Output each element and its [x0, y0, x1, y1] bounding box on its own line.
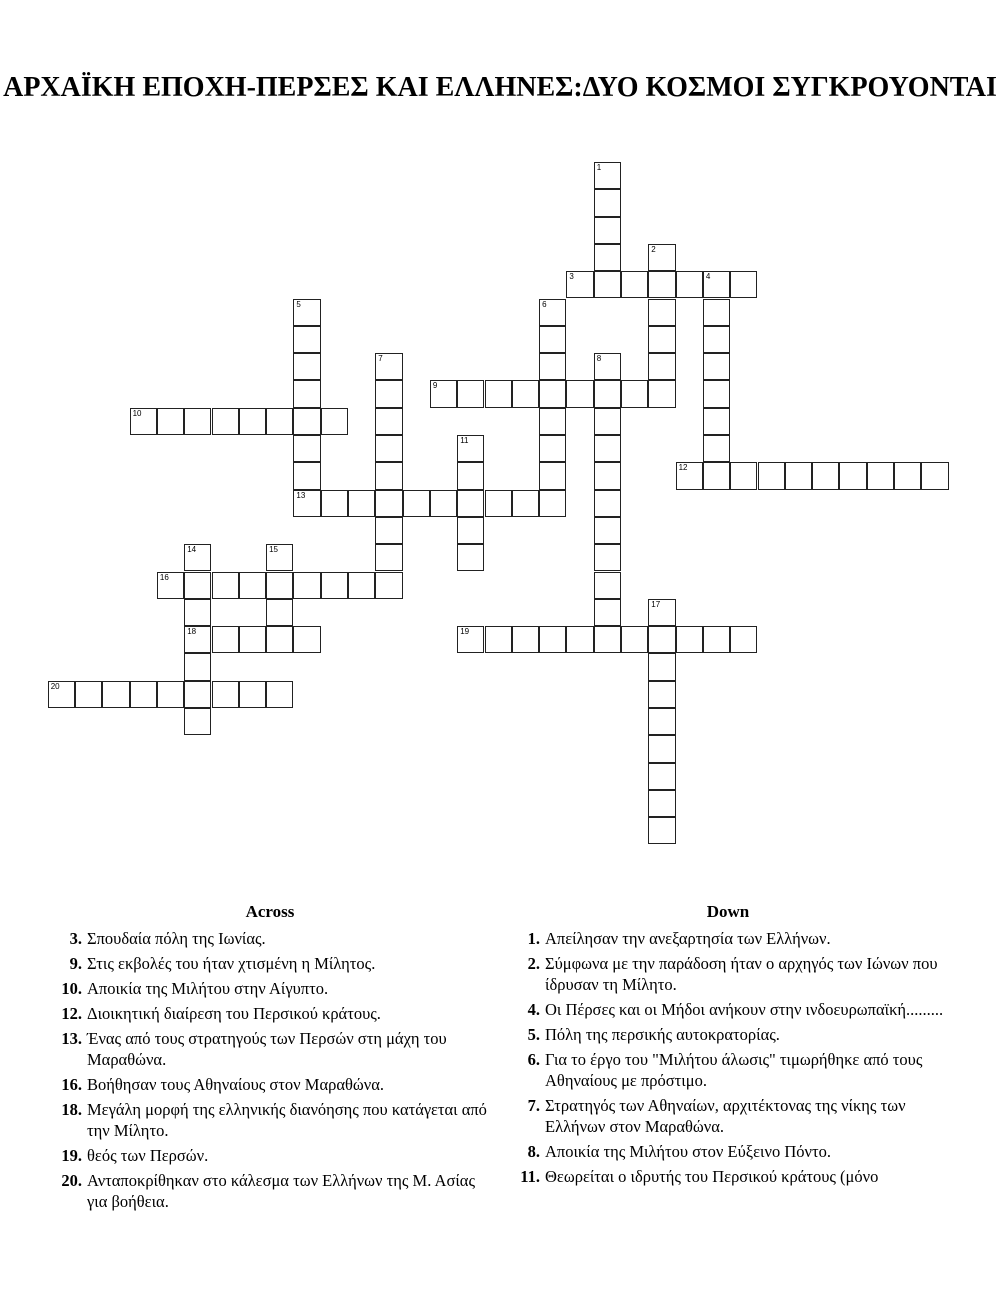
grid-cell[interactable] — [485, 380, 512, 407]
grid-cell[interactable] — [457, 490, 484, 517]
grid-cell[interactable] — [648, 653, 675, 680]
across-clue — [50, 953, 490, 974]
grid-cell[interactable] — [184, 572, 211, 599]
grid-cell[interactable] — [648, 817, 675, 844]
grid-cell[interactable] — [594, 162, 621, 189]
grid-cell[interactable] — [293, 353, 320, 380]
grid-cell[interactable] — [375, 490, 402, 517]
clue-text: Απείλησαν την ανεξαρτησία των Ελλήνων. — [545, 929, 831, 948]
grid-cell[interactable] — [212, 408, 239, 435]
grid-cell[interactable] — [212, 681, 239, 708]
grid-cell[interactable] — [375, 462, 402, 489]
grid-cell[interactable] — [812, 462, 839, 489]
grid-cell[interactable] — [621, 626, 648, 653]
grid-cell[interactable] — [648, 763, 675, 790]
grid-cell[interactable] — [730, 626, 757, 653]
across-heading: Across — [245, 902, 295, 921]
down-clues — [508, 902, 948, 1191]
clue-number: 3. — [69, 929, 82, 948]
grid-cell[interactable] — [293, 299, 320, 326]
grid-cell[interactable] — [676, 462, 703, 489]
grid-cell[interactable] — [594, 599, 621, 626]
grid-cell[interactable] — [594, 572, 621, 599]
clue-number: 5. — [527, 1025, 540, 1044]
cell-number: 1 — [596, 163, 602, 172]
grid-cell[interactable] — [648, 271, 675, 298]
across-clue — [50, 1003, 490, 1024]
cell-number: 5 — [296, 299, 301, 309]
grid-cell[interactable] — [594, 462, 621, 489]
grid-cell[interactable] — [648, 626, 675, 653]
clue-number: 12. — [61, 1004, 82, 1023]
grid-cell[interactable] — [921, 462, 948, 489]
clue-text: Στρατηγός των Αθηναίων, αρχιτέκτονας της νίκης των Ελλήνων στον Μαραθώνα. — [545, 1096, 906, 1136]
grid-cell[interactable] — [566, 271, 593, 298]
across-clue — [50, 928, 490, 949]
grid-cell[interactable] — [648, 380, 675, 407]
across-clues — [50, 902, 490, 1216]
clue-number: 7. — [527, 1096, 540, 1115]
down-clue — [508, 1166, 948, 1187]
grid-cell[interactable] — [594, 189, 621, 216]
grid-cell[interactable] — [703, 326, 730, 353]
grid-cell[interactable] — [348, 490, 375, 517]
grid-cell[interactable] — [293, 462, 320, 489]
grid-cell[interactable] — [321, 408, 348, 435]
grid-cell[interactable] — [266, 626, 293, 653]
grid-cell[interactable] — [621, 271, 648, 298]
cell-number: 3 — [569, 272, 574, 282]
grid-cell[interactable] — [293, 326, 320, 353]
clue-text: Σύμφωνα με την παράδοση ήταν ο αρχηγός των Ιώνων που ίδρυσαν τη Μίλητο. — [545, 954, 938, 994]
grid-cell[interactable] — [512, 626, 539, 653]
cell-number: 18 — [187, 627, 197, 637]
grid-cell[interactable] — [703, 353, 730, 380]
grid-cell[interactable] — [266, 544, 293, 571]
down-clue — [508, 1141, 948, 1162]
grid-cell[interactable] — [703, 435, 730, 462]
grid-cell[interactable] — [184, 653, 211, 680]
grid-cell[interactable] — [348, 572, 375, 599]
grid-cell[interactable] — [648, 708, 675, 735]
clue-number: 19. — [61, 1146, 82, 1165]
grid-cell[interactable] — [676, 626, 703, 653]
cell-number: 13 — [296, 490, 306, 500]
clue-text: Για το έργο του "Μιλήτου άλωσις" τιμωρήθηκε από τους Αθηναίους με πρόστιμο. — [545, 1050, 923, 1090]
grid-cell[interactable] — [867, 462, 894, 489]
grid-cell[interactable] — [157, 572, 184, 599]
down-clue — [508, 953, 948, 995]
grid-cell[interactable] — [184, 626, 211, 653]
grid-cell[interactable] — [430, 490, 457, 517]
cell-number: 15 — [269, 545, 278, 555]
grid-cell[interactable] — [703, 462, 730, 489]
grid-cell[interactable] — [539, 326, 566, 353]
grid-cell[interactable] — [839, 462, 866, 489]
grid-cell[interactable] — [539, 380, 566, 407]
down-heading: Down — [706, 902, 750, 921]
grid-cell[interactable] — [293, 408, 320, 435]
clue-number: 11. — [520, 1167, 540, 1186]
grid-cell[interactable] — [594, 517, 621, 544]
grid-cell[interactable] — [648, 299, 675, 326]
clue-text: Ένας από τους στρατηγούς των Περσών στη μάχη του Μαραθώνα. — [87, 1029, 447, 1069]
grid-cell[interactable] — [157, 408, 184, 435]
grid-cell[interactable] — [676, 271, 703, 298]
clue-number: 8. — [527, 1142, 540, 1161]
grid-cell[interactable] — [239, 626, 266, 653]
grid-cell[interactable] — [648, 681, 675, 708]
grid-cell[interactable] — [266, 599, 293, 626]
across-clue — [50, 1028, 490, 1070]
clue-number: 6. — [527, 1050, 540, 1069]
grid-cell[interactable] — [539, 626, 566, 653]
grid-cell[interactable] — [539, 299, 566, 326]
grid-cell[interactable] — [184, 544, 211, 571]
across-clue — [50, 1074, 490, 1095]
grid-cell[interactable] — [457, 544, 484, 571]
cell-number: 8 — [596, 354, 602, 364]
grid-cell[interactable] — [375, 435, 402, 462]
grid-cell[interactable] — [375, 572, 402, 599]
cell-number: 2 — [651, 244, 656, 254]
across-clue — [50, 1099, 490, 1141]
grid-cell[interactable] — [457, 380, 484, 407]
grid-cell[interactable] — [457, 435, 484, 462]
grid-cell[interactable] — [594, 271, 621, 298]
grid-cell[interactable] — [75, 681, 102, 708]
clue-number: 1. — [527, 929, 540, 948]
grid-cell[interactable] — [239, 681, 266, 708]
clue-text: Πόλη της περσικής αυτοκρατορίας. — [545, 1025, 780, 1044]
clue-text: Στις εκβολές του ήταν χτισμένη η Μίλητος. — [87, 954, 376, 973]
cell-number: 12 — [678, 463, 688, 473]
grid-cell[interactable] — [212, 626, 239, 653]
grid-cell[interactable] — [566, 626, 593, 653]
clue-text: Θεωρείται ο ιδρυτής του Περσικού κράτους (μόνο — [545, 1167, 879, 1186]
grid-cell[interactable] — [184, 408, 211, 435]
clue-number: 10. — [61, 979, 82, 998]
cell-number: 6 — [542, 299, 547, 309]
grid-cell[interactable] — [594, 626, 621, 653]
clue-number: 18. — [61, 1100, 82, 1119]
clue-text: Διοικητική διαίρεση του Περσικού κράτους. — [87, 1004, 381, 1023]
grid-cell[interactable] — [293, 626, 320, 653]
grid-cell[interactable] — [457, 462, 484, 489]
grid-cell[interactable] — [430, 380, 457, 407]
grid-cell[interactable] — [594, 544, 621, 571]
grid-cell[interactable] — [730, 462, 757, 489]
grid-cell[interactable] — [703, 299, 730, 326]
grid-cell[interactable] — [594, 353, 621, 380]
down-clue — [508, 999, 948, 1020]
grid-cell[interactable] — [293, 572, 320, 599]
grid-cell[interactable] — [403, 490, 430, 517]
grid-cell[interactable] — [266, 681, 293, 708]
grid-cell[interactable] — [321, 572, 348, 599]
page-title: ΑΡΧΑΪΚΗ ΕΠΟΧΗ-ΠΕΡΣΕΣ ΚΑΙ ΕΛΛΗΝΕΣ:ΔΥΟ ΚΟΣΜΟΙ ΣΥΓΚΡΟΥΟΝΤΑΙ — [3, 72, 997, 103]
grid-cell[interactable] — [239, 408, 266, 435]
grid-cell[interactable] — [703, 271, 730, 298]
grid-cell[interactable] — [648, 790, 675, 817]
across-clue — [50, 978, 490, 999]
clue-text: Οι Πέρσες και οι Μήδοι ανήκουν στην ινδοευρωπαϊκή......... — [545, 1000, 944, 1019]
clue-number: 16. — [61, 1075, 82, 1094]
grid-cell[interactable] — [785, 462, 812, 489]
cell-number: 19 — [460, 627, 470, 637]
clue-text: Βοήθησαν τους Αθηναίους στον Μαραθώνα. — [87, 1075, 384, 1094]
cell-number: 14 — [187, 545, 197, 555]
grid-cell[interactable] — [239, 572, 266, 599]
grid-cell[interactable] — [539, 490, 566, 517]
grid-cell[interactable] — [457, 517, 484, 544]
cell-number: 11 — [460, 436, 469, 445]
cell-number: 17 — [651, 599, 661, 609]
grid-cell[interactable] — [621, 380, 648, 407]
grid-cell[interactable] — [375, 380, 402, 407]
grid-cell[interactable] — [512, 380, 539, 407]
grid-cell[interactable] — [293, 490, 320, 517]
grid-cell[interactable] — [266, 572, 293, 599]
down-clue — [508, 928, 948, 949]
cell-number: 16 — [159, 572, 169, 582]
cell-number: 20 — [50, 681, 60, 691]
grid-cell[interactable] — [594, 217, 621, 244]
grid-cell[interactable] — [594, 435, 621, 462]
clue-number: 13. — [61, 1029, 82, 1048]
clue-text: Ανταποκρίθηκαν στο κάλεσμα των Ελλήνων της Μ. Ασίας για βοήθεια. — [87, 1171, 475, 1211]
grid-cell[interactable] — [594, 408, 621, 435]
grid-cell[interactable] — [184, 599, 211, 626]
clue-text: Μεγάλη μορφή της ελληνικής διανόησης που κατάγεται από την Μίλητο. — [87, 1100, 487, 1140]
grid-cell[interactable] — [594, 380, 621, 407]
grid-cell[interactable] — [457, 626, 484, 653]
grid-cell[interactable] — [212, 572, 239, 599]
down-clue — [508, 1024, 948, 1045]
grid-cell[interactable] — [594, 490, 621, 517]
grid-cell[interactable] — [485, 626, 512, 653]
grid-cell[interactable] — [266, 408, 293, 435]
grid-cell[interactable] — [375, 353, 402, 380]
grid-cell[interactable] — [184, 708, 211, 735]
grid-cell[interactable] — [648, 735, 675, 762]
clue-number: 9. — [69, 954, 82, 973]
grid-cell[interactable] — [512, 490, 539, 517]
across-clue — [50, 1145, 490, 1166]
grid-cell[interactable] — [648, 244, 675, 271]
grid-cell[interactable] — [48, 681, 75, 708]
grid-cell[interactable] — [539, 408, 566, 435]
grid-cell[interactable] — [130, 681, 157, 708]
grid-cell[interactable] — [485, 490, 512, 517]
grid-cell[interactable] — [758, 462, 785, 489]
grid-cell[interactable] — [539, 435, 566, 462]
grid-cell[interactable] — [539, 462, 566, 489]
grid-cell[interactable] — [321, 490, 348, 517]
clue-text: Αποικία της Μιλήτου στην Αίγυπτο. — [87, 979, 329, 998]
cell-number: 10 — [132, 408, 142, 418]
grid-cell[interactable] — [730, 271, 757, 298]
clue-text: Σπουδαία πόλη της Ιωνίας. — [87, 929, 266, 948]
down-clue — [508, 1049, 948, 1091]
grid-cell[interactable] — [894, 462, 921, 489]
grid-cell[interactable] — [375, 517, 402, 544]
grid-cell[interactable] — [130, 408, 157, 435]
grid-cell[interactable] — [703, 408, 730, 435]
across-clue — [50, 1170, 490, 1212]
grid-cell[interactable] — [102, 681, 129, 708]
grid-cell[interactable] — [539, 353, 566, 380]
cell-number: 7 — [378, 354, 383, 364]
grid-cell[interactable] — [594, 244, 621, 271]
clue-number: 4. — [527, 1000, 540, 1019]
grid-cell[interactable] — [648, 599, 675, 626]
cell-number: 9 — [432, 381, 438, 391]
grid-cell[interactable] — [703, 380, 730, 407]
grid-cell[interactable] — [648, 353, 675, 380]
cell-number: 4 — [705, 272, 711, 282]
grid-cell[interactable] — [293, 435, 320, 462]
grid-cell[interactable] — [184, 681, 211, 708]
clue-text: θεός των Περσών. — [87, 1146, 209, 1165]
clue-number: 2. — [527, 954, 540, 973]
down-clue — [508, 1095, 948, 1137]
grid-cell[interactable] — [157, 681, 184, 708]
clue-number: 20. — [61, 1171, 82, 1190]
clue-text: Αποικία της Μιλήτου στον Εύξεινο Πόντο. — [545, 1142, 831, 1161]
grid-cell[interactable] — [375, 544, 402, 571]
grid-cell[interactable] — [648, 326, 675, 353]
grid-cell[interactable] — [566, 380, 593, 407]
grid-cell[interactable] — [703, 626, 730, 653]
grid-cell[interactable] — [375, 408, 402, 435]
grid-cell[interactable] — [293, 380, 320, 407]
